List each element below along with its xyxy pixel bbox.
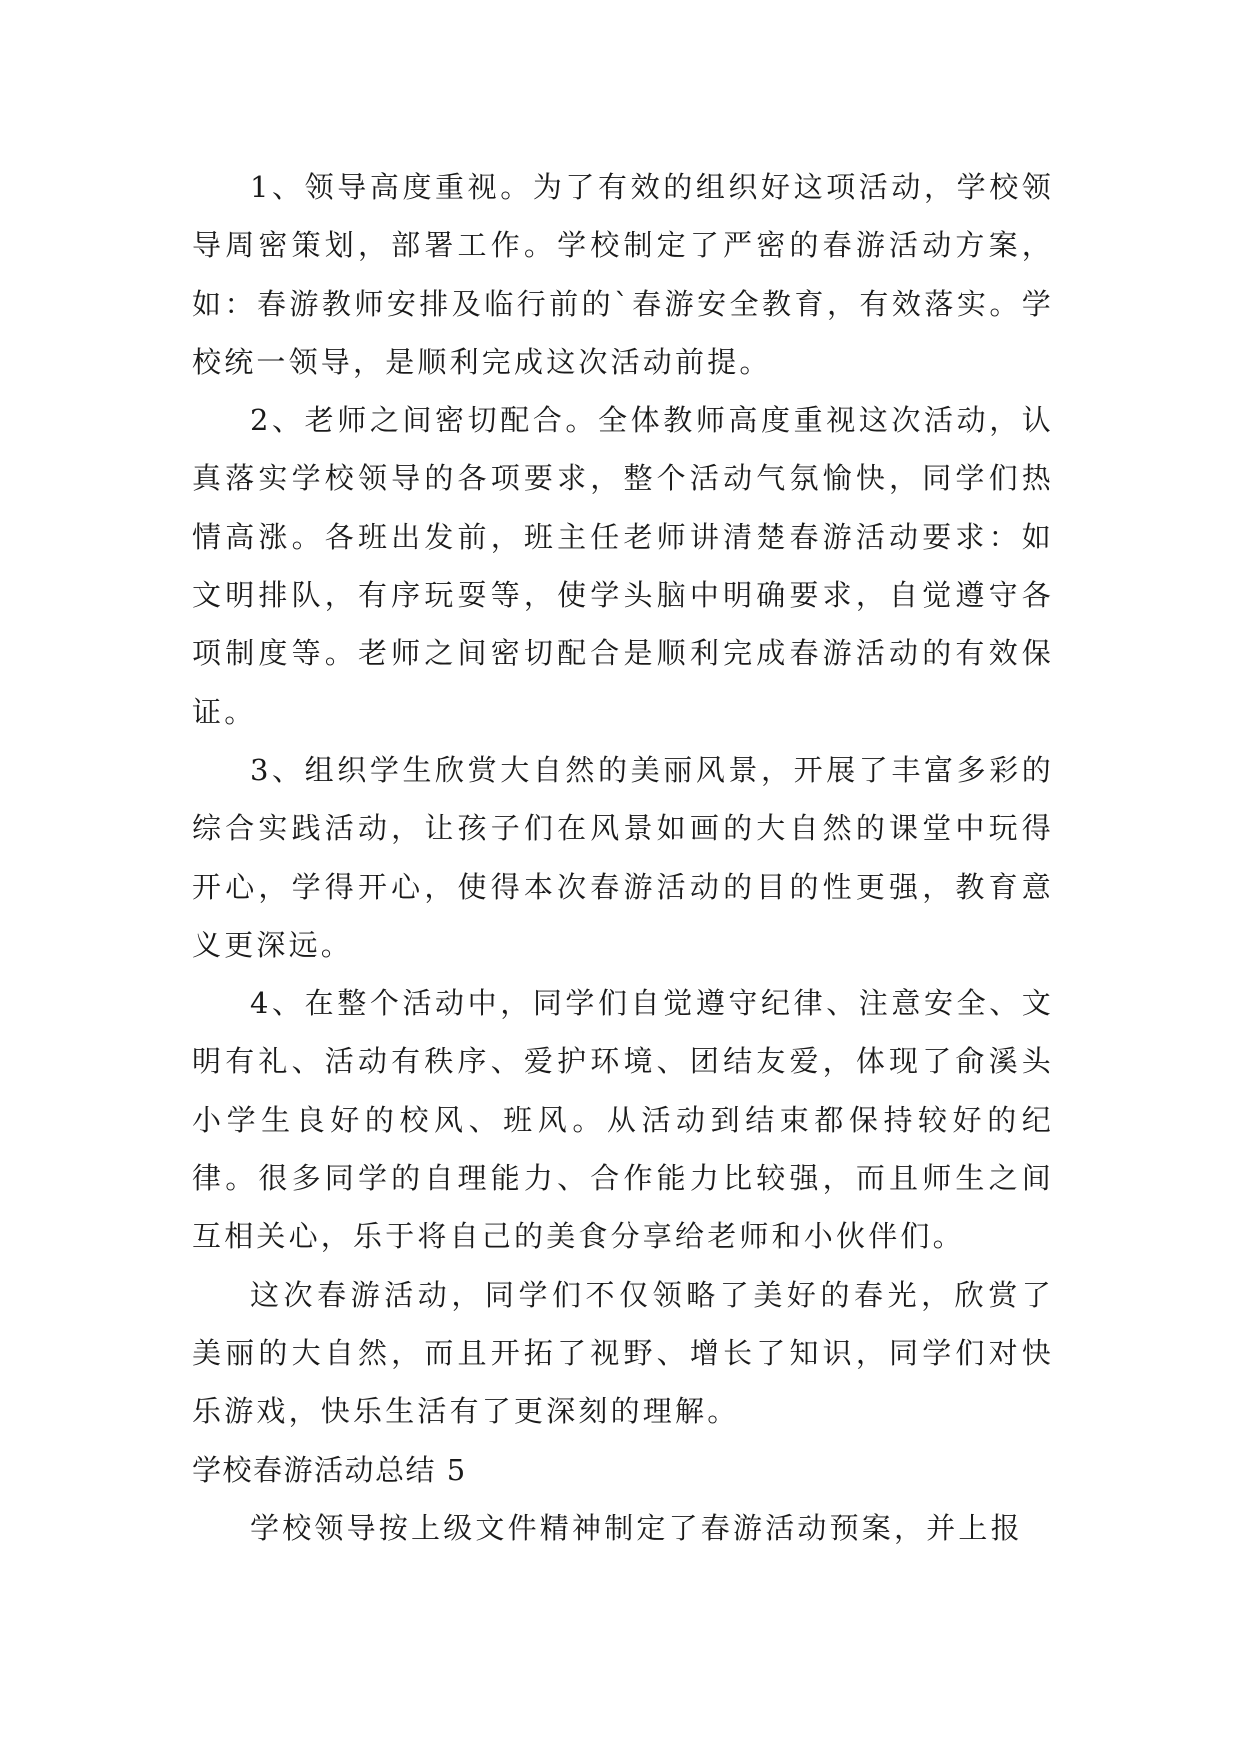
paragraph-3: 3、组织学生欣赏大自然的美丽风景，开展了丰富多彩的综合实践活动，让孩子们在风景如画的大自然的课堂中玩得开心，学得开心，使得本次春游活动的目的性更强，教育意义更深远。 [192, 752, 1054, 962]
paragraph-2: 2、老师之间密切配合。全体教师高度重视这次活动，认真落实学校领导的各项要求，整个活动气氛愉快，同学们热情高涨。各班出发前，班主任老师讲清楚春游活动要求：如文明排队，有序玩耍等，使学头脑中明确要求，自觉遵守各项制度等。老师之间密切配合是顺利完成春游活动的有效保证。 [192, 403, 1054, 729]
paragraph-6: 学校领导按上级文件精神制定了春游活动预案，并上报 [250, 1510, 1023, 1545]
document-body [192, 158, 1054, 1557]
paragraph-1: 1、领导高度重视。为了有效的组织好这项活动，学校领导周密策划，部署工作。学校制定了严密的春游活动方案，如：春游教师安排及临行前的`春游安全教育，有效落实。学校统一领导，是顺利完成这次活动前提。 [192, 170, 1054, 379]
paragraph-4: 4、在整个活动中，同学们自觉遵守纪律、注意安全、文明有礼、活动有秩序、爱护环境、团结友爱，体现了俞溪头小学生良好的校风、班风。从活动到结束都保持较好的纪律。很多同学的自理能力、合作能力比较强，而且师生之间互相关心，乐于将自己的美食分享给老师和小伙伴们。 [192, 986, 1054, 1254]
paragraph-5: 这次春游活动，同学们不仅领略了美好的春光，欣赏了美丽的大自然，而且开拓了视野、增长了知识，同学们对快乐游戏，快乐生活有了更深刻的理解。 [192, 1277, 1054, 1429]
section-heading: 学校春游活动总结 5 [192, 1452, 467, 1487]
